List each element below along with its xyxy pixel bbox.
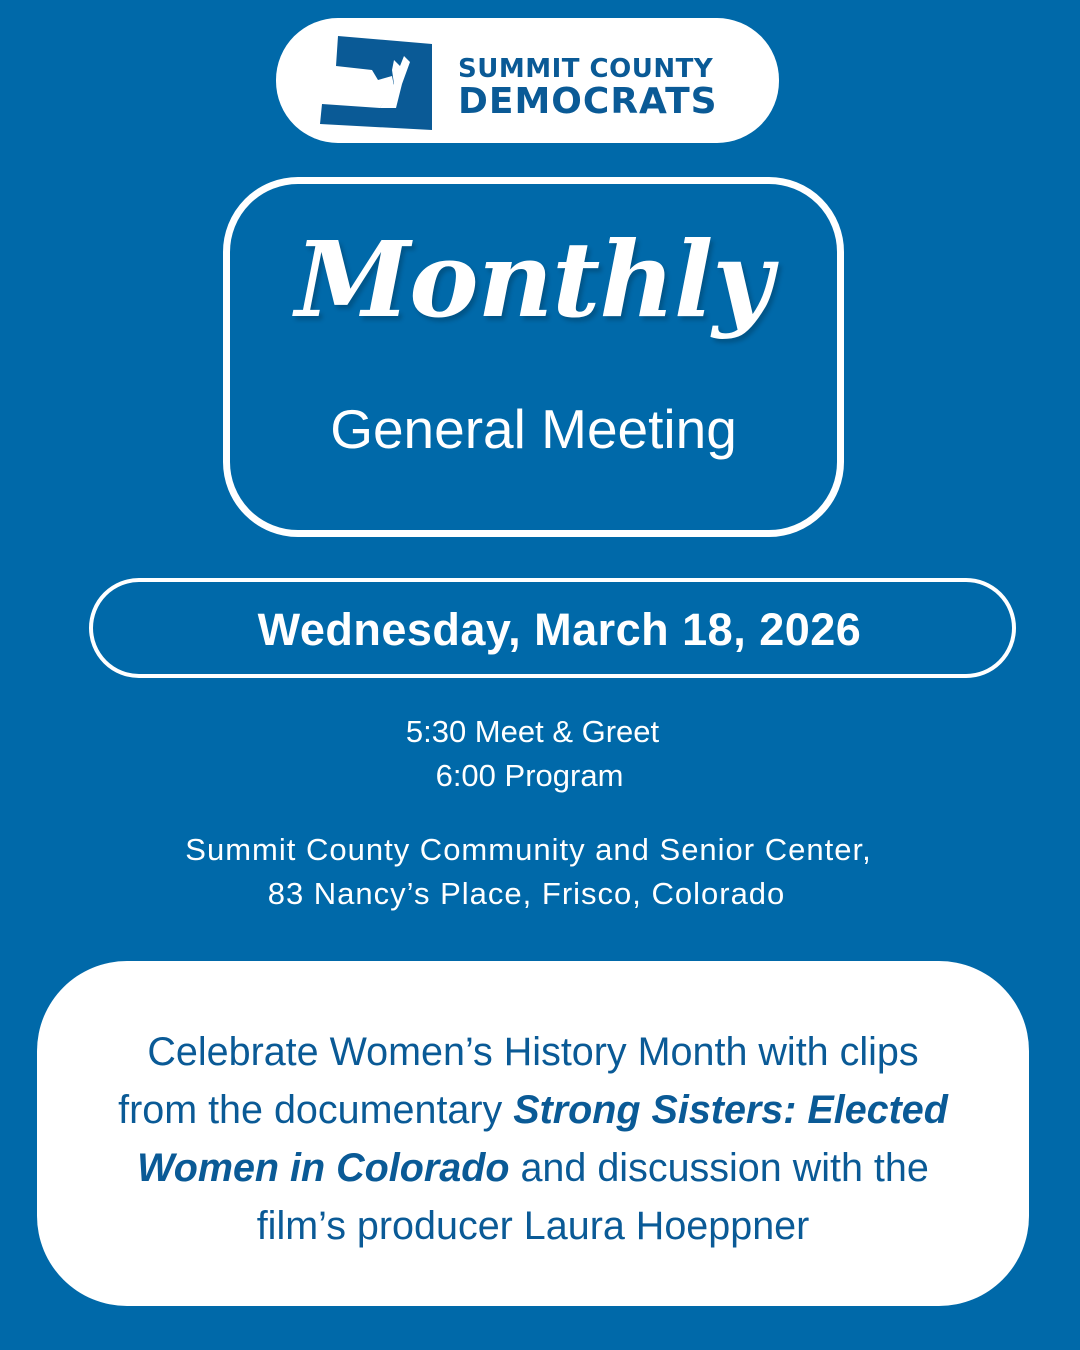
venue-name: Summit County Community and Senior Center, [185,832,872,867]
date-pill [89,578,1016,678]
film-title-part-2: Women in Colorado [137,1146,510,1190]
logo-line-1: SUMMIT COUNTY [458,54,714,84]
schedule-item-program: 6:00 Program [435,758,624,793]
logo-line-2: DEMOCRATS [458,81,718,122]
donkey-in-state-shape-icon [320,36,436,132]
venue-address: 83 Nancy’s Place, Frisco, Colorado [267,876,786,911]
schedule-item-meet-greet: 5:30 Meet & Greet [405,714,660,749]
description [37,1023,1029,1255]
title-general-meeting: General Meeting [330,398,737,460]
film-title-part-1: Strong Sisters: Elected [513,1088,948,1132]
description-line-4: film’s producer Laura Hoeppner [256,1204,810,1248]
logo-badge [276,18,779,143]
title-monthly: Monthly [295,218,772,341]
description-line-2-text: from the documentary [118,1088,514,1132]
venue [0,828,1080,916]
description-line-3-text: and discussion with the [509,1146,929,1190]
schedule [0,710,1080,798]
description-line-1: Celebrate Women’s History Month with clips [147,1030,919,1074]
event-date: Wednesday, March 18, 2026 [257,604,862,655]
title-box [223,177,844,537]
logo-wordmark [458,56,718,120]
description-box [37,961,1029,1306]
